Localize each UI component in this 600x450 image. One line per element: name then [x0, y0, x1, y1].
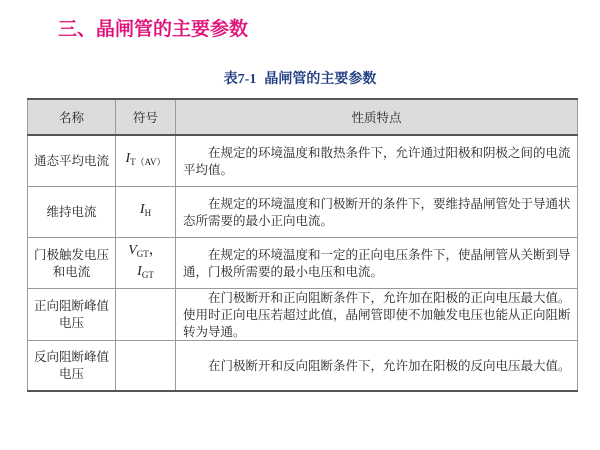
parameter-name: 正向阻断峰值电压 [28, 288, 116, 340]
symbol-separator: ， [148, 242, 163, 258]
parameter-symbol [116, 288, 176, 340]
symbol-main: I [125, 151, 131, 167]
parameter-name: 维持电流 [28, 186, 116, 237]
symbol-subscript: T（AV） [130, 157, 166, 168]
symbol-main: V [128, 242, 137, 258]
parameter-name: 通态平均电流 [28, 135, 116, 186]
table-title: 晶闸管的主要参数 [264, 71, 377, 87]
symbol-subscript: GT [136, 248, 149, 259]
table-row [28, 340, 578, 391]
symbol-line [116, 150, 175, 171]
parameter-description: 在规定的环境温度和门极断开的条件下，要维持晶闸管处于导通状态所需要的最小正向电流。 [176, 186, 578, 237]
table-header-row [28, 99, 578, 135]
parameter-description: 在规定的环境温度和散热条件下，允许通过阳极和阴极之间的电流平均值。 [176, 135, 578, 186]
symbol-line [116, 242, 175, 263]
table-caption [0, 68, 600, 88]
symbol-subscript: H [144, 208, 152, 218]
symbol-main: I [137, 263, 142, 279]
table-row [28, 237, 578, 288]
parameter-description: 在门极断开和正向阻断条件下，允许加在阳极的正向电压最大值。使用时正向电压若超过此值，晶闸管即使不加触发电压也能从正向阻断转为导通。 [176, 288, 578, 340]
table-row [28, 186, 578, 237]
section-heading: 三、晶闸管的主要参数 [58, 18, 249, 40]
table-row [28, 288, 578, 340]
parameter-description: 在规定的环境温度和一定的正向电压条件下，使晶闸管从关断到导通，门极所需要的最小电压和电流。 [176, 237, 578, 288]
table-number: 表7-1 [223, 72, 257, 87]
parameter-symbol [116, 135, 176, 186]
header-properties: 性质特点 [176, 99, 578, 135]
symbol-line [116, 263, 175, 284]
parameter-symbol [116, 340, 176, 391]
symbol-subscript: GT [141, 269, 154, 280]
header-name: 名称 [28, 99, 116, 135]
symbol-main: I [139, 202, 145, 217]
parameters-table [27, 98, 578, 392]
table-row [28, 135, 578, 186]
parameter-description: 在门极断开和反向阻断条件下，允许加在阳极的反向电压最大值。 [176, 340, 578, 391]
parameter-name: 门极触发电压和电流 [28, 237, 116, 288]
parameter-name: 反向阻断峰值电压 [28, 340, 116, 391]
parameter-symbol [116, 237, 176, 288]
symbol-line [116, 201, 175, 222]
header-symbol: 符号 [116, 99, 176, 135]
parameter-symbol [116, 186, 176, 237]
